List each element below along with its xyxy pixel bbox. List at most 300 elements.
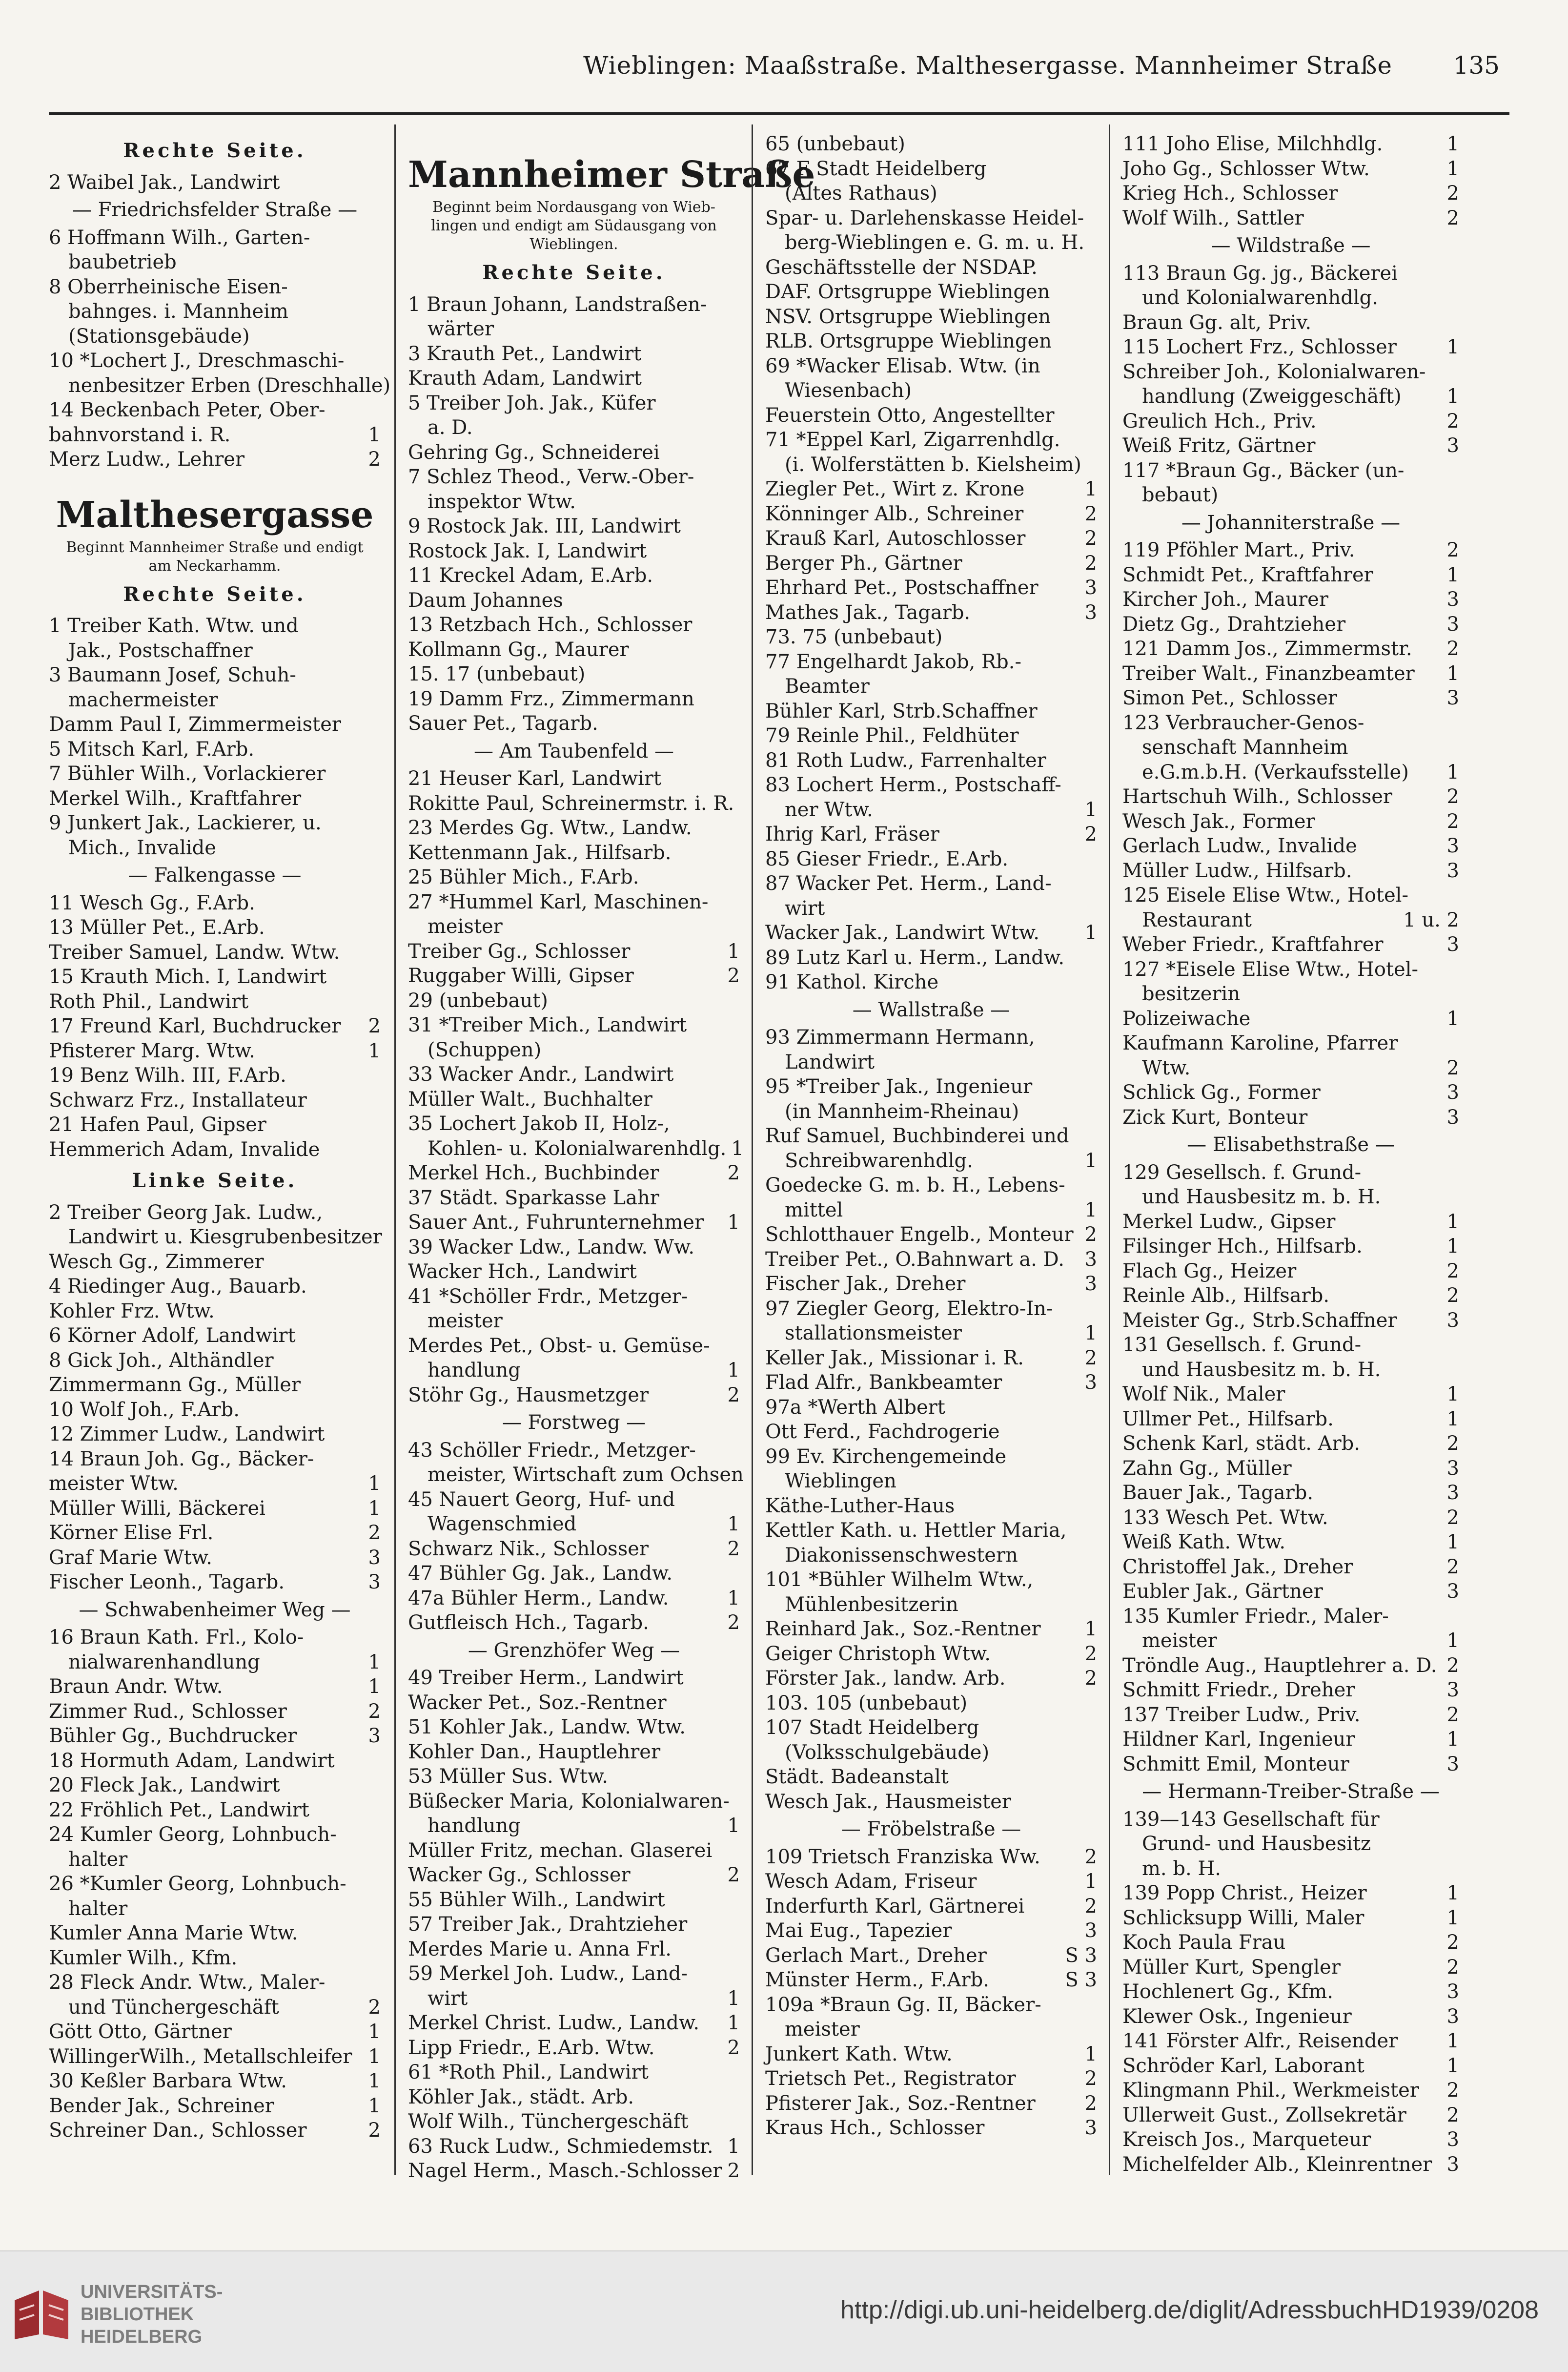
address-entry xyxy=(1122,310,1459,335)
entry-text: 20 Fleck Jak., Landwirt xyxy=(49,1774,280,1796)
address-entry xyxy=(408,2060,740,2085)
entry-text: Kreisch Jos., Marqueteur xyxy=(1122,2128,1371,2151)
address-entry xyxy=(49,1422,381,1447)
address-entry xyxy=(765,1968,1097,1993)
address-entry xyxy=(1122,1727,1459,1752)
address-entry xyxy=(49,1946,381,1971)
entry-text: 9 Rostock Jak. III, Landwirt xyxy=(408,515,681,537)
entry-continuation xyxy=(765,1592,1097,1617)
floor-number: 2 xyxy=(1446,1956,1459,1979)
entry-text: Fischer Leonh., Tagarb. xyxy=(49,1571,285,1593)
entry-text: Weiß Fritz, Gärtner xyxy=(1122,434,1316,457)
floor-number: 3 xyxy=(1446,1753,1459,1775)
address-entry xyxy=(408,366,740,391)
entry-text: Ruggaber Willi, Gipser xyxy=(408,965,634,987)
floor-number: 2 xyxy=(1084,823,1097,846)
address-entry xyxy=(49,990,381,1014)
entry-text: Gerlach Mart., Dreher xyxy=(765,1944,987,1967)
entry-text: Weiß Kath. Wtw. xyxy=(1122,1531,1286,1553)
entry-text: Müller Kurt, Spengler xyxy=(1122,1956,1341,1979)
library-name: UNIVERSITÄTS- BIBLIOTHEK HEIDELBERG xyxy=(81,2282,223,2347)
running-title: Wieblingen: Maaßstraße. Malthesergasse. Mannheimer Straße xyxy=(583,51,1392,80)
floor-number: 2 xyxy=(1446,1654,1459,1677)
floor-number: 1 xyxy=(727,1815,740,1837)
address-entry xyxy=(408,1235,740,1260)
entry-text: Beamter xyxy=(785,675,870,698)
address-entry xyxy=(1122,1407,1459,1432)
floor-number: 2 xyxy=(1084,1895,1097,1918)
entry-text: Schlicksupp Willi, Maler xyxy=(1122,1906,1364,1929)
address-entry xyxy=(49,1088,381,1113)
entry-text: 21 Hafen Paul, Gipser xyxy=(49,1114,266,1136)
address-entry xyxy=(765,1642,1097,1667)
address-entry xyxy=(765,2042,1097,2067)
entry-text: 13 Müller Pet., E.Arb. xyxy=(49,916,265,939)
address-entry xyxy=(408,1487,740,1512)
entry-text: (Altes Rathaus) xyxy=(785,182,937,205)
address-entry xyxy=(765,1943,1097,1968)
entry-text: Hartschuh Wilh., Schlosser xyxy=(1122,785,1393,808)
entry-text: besitzerin xyxy=(1142,983,1241,1005)
entry-text: Dietz Gg., Drahtzieher xyxy=(1122,613,1346,636)
address-entry xyxy=(1122,458,1459,483)
address-entry xyxy=(408,2085,740,2110)
entry-text: Filsinger Hch., Hilfsarb. xyxy=(1122,1235,1363,1258)
entry-text: Ziegler Pet., Wirt z. Krone xyxy=(765,478,1025,500)
address-entry xyxy=(408,662,740,687)
address-entry xyxy=(1122,1930,1459,1955)
entry-text: Lipp Friedr., E.Arb. Wtw. xyxy=(408,2036,655,2059)
entry-text: 63 Ruck Ludw., Schmiedemstr. xyxy=(408,2135,713,2158)
floor-number: 2 xyxy=(727,1864,740,1886)
address-entry xyxy=(765,2066,1097,2091)
address-entry xyxy=(765,1395,1097,1420)
address-entry xyxy=(408,2134,740,2159)
address-entry xyxy=(1122,1080,1459,1105)
entry-text: Ruf Samuel, Buchbinderei und xyxy=(765,1125,1069,1147)
entry-text: Graf Marie Wtw. xyxy=(49,1546,212,1569)
entry-text: (Stationsgebäude) xyxy=(68,325,250,348)
entry-text: Büßecker Maria, Kolonialwaren- xyxy=(408,1790,730,1813)
address-entry xyxy=(49,1113,381,1137)
floor-number: 1 xyxy=(1446,662,1459,685)
floor-number: 3 xyxy=(1446,1980,1459,2003)
address-entry xyxy=(1122,206,1459,231)
address-entry xyxy=(49,275,381,300)
address-entry xyxy=(765,1790,1097,1815)
entry-text: 97a *Werth Albert xyxy=(765,1396,945,1419)
entry-text: Daum Johannes xyxy=(408,589,563,612)
page-header xyxy=(49,46,1509,120)
floor-number: 1 xyxy=(1446,761,1459,784)
address-entry xyxy=(765,1124,1097,1149)
entry-text: Kaufmann Karoline, Pfarrer xyxy=(1122,1032,1398,1054)
address-entry xyxy=(765,1444,1097,1469)
floor-number: 1 xyxy=(368,1650,381,1673)
floor-number: 2 xyxy=(368,448,381,471)
entry-text: 3 Krauth Pet., Landwirt xyxy=(408,342,642,365)
entry-continuation xyxy=(765,798,1097,823)
entry-text: 18 Hormuth Adam, Landwirt xyxy=(49,1749,335,1772)
entry-text: 6 Körner Adolf, Landwirt xyxy=(49,1324,296,1347)
floor-number: 3 xyxy=(1446,859,1459,882)
side-heading: Rechte Seite. xyxy=(123,582,306,606)
address-entry xyxy=(1122,2029,1459,2054)
address-entry xyxy=(1122,809,1459,834)
entry-continuation xyxy=(1122,1856,1459,1881)
street-title: Malthesergasse xyxy=(56,494,374,536)
floor-number: 1 xyxy=(727,1987,740,2010)
address-entry xyxy=(1122,834,1459,859)
entry-continuation xyxy=(1122,1185,1459,1210)
entry-text: baubetrieb xyxy=(68,251,177,273)
floor-number: 3 xyxy=(1446,1457,1459,1480)
entry-text: Pfisterer Jak., Soz.-Rentner xyxy=(765,2092,1036,2115)
floor-number: 2 xyxy=(1084,527,1097,550)
address-entry xyxy=(765,502,1097,527)
address-entry xyxy=(408,1186,740,1211)
entry-text: handlung xyxy=(428,1359,521,1382)
entry-continuation xyxy=(1122,760,1459,785)
entry-text: 139—143 Gesellschaft für xyxy=(1122,1808,1380,1831)
floor-number: 3 xyxy=(1084,1919,1097,1942)
entry-continuation xyxy=(1122,1832,1459,1856)
entry-continuation xyxy=(765,1321,1097,1346)
entry-text: Merkel Hch., Buchbinder xyxy=(408,1162,659,1184)
entry-text: 16 Braun Kath. Frl., Kolo- xyxy=(49,1626,304,1649)
side-heading: Rechte Seite. xyxy=(482,261,666,284)
entry-text: Wacker Jak., Landwirt Wtw. xyxy=(765,922,1040,944)
address-entry xyxy=(765,1297,1097,1321)
address-entry xyxy=(1122,1906,1459,1931)
address-entry xyxy=(49,1063,381,1088)
entry-continuation xyxy=(408,490,740,515)
entry-text: Müller Fritz, mechan. Glaserei xyxy=(408,1839,713,1862)
entry-text: Schreiber Joh., Kolonialwaren- xyxy=(1122,360,1426,383)
entry-text: Bauer Jak., Tagarb. xyxy=(1122,1482,1314,1504)
entry-text: meister, Wirtschaft zum Ochsen xyxy=(428,1464,744,1486)
floor-number: 2 xyxy=(1446,810,1459,833)
entry-text: 87 Wacker Pet. Herm., Land- xyxy=(765,872,1052,895)
address-entry xyxy=(765,748,1097,773)
entry-text: Flad Alfr., Bankbeamter xyxy=(765,1371,1002,1394)
entry-text: 41 *Schöller Frdr., Metzger- xyxy=(408,1285,688,1308)
entry-text: Wolf Wilh., Sattler xyxy=(1122,206,1304,229)
entry-continuation xyxy=(49,1650,381,1675)
entry-text: Wacker Hch., Landwirt xyxy=(408,1260,637,1283)
address-entry xyxy=(408,989,740,1013)
entry-text: Berger Ph., Gärtner xyxy=(765,552,962,575)
entry-text: Trietsch Pet., Registrator xyxy=(765,2067,1016,2090)
address-entry xyxy=(49,614,381,639)
address-entry xyxy=(49,2020,381,2044)
cross-street-heading: — Schwabenheimer Weg — xyxy=(79,1598,351,1621)
address-entry xyxy=(49,891,381,916)
entry-text: Rostock Jak. I, Landwirt xyxy=(408,539,647,562)
floor-number: 1 xyxy=(731,1137,744,1160)
floor-number: 2 xyxy=(368,1700,381,1723)
entry-text: halter xyxy=(68,1897,128,1920)
entry-text: Keller Jak., Missionar i. R. xyxy=(765,1346,1024,1369)
entry-text: bahnvorstand i. R. xyxy=(49,423,231,446)
entry-text: 13 Retzbach Hch., Schlosser xyxy=(408,614,692,636)
floor-number: 2 xyxy=(1084,2067,1097,2090)
entry-text: 25 Bühler Mich., F.Arb. xyxy=(408,866,639,888)
entry-text: Damm Paul I, Zimmermeister xyxy=(49,713,341,736)
entry-continuation xyxy=(765,896,1097,921)
entry-text: 131 Gesellsch. f. Grund- xyxy=(1122,1334,1362,1356)
entry-text: a. D. xyxy=(428,416,473,439)
address-entry xyxy=(49,1039,381,1064)
entry-text: 95 *Treiber Jak., Ingenieur xyxy=(765,1075,1033,1098)
address-entry xyxy=(408,588,740,613)
floor-number: 2 xyxy=(727,2160,740,2182)
address-entry xyxy=(765,1272,1097,1297)
entry-text: 1 Treiber Kath. Wtw. und xyxy=(49,615,299,637)
entry-text: Ullmer Pet., Hilfsarb. xyxy=(1122,1407,1334,1430)
entry-text: Kumler Anna Marie Wtw. xyxy=(49,1922,298,1944)
entry-text: 9 Junkert Jak., Lackierer, u. xyxy=(49,812,322,834)
entry-text: Wesch Jak., Hausmeister xyxy=(765,1790,1012,1813)
side-heading: Linke Seite. xyxy=(132,1169,298,1192)
address-entry xyxy=(408,841,740,866)
entry-continuation xyxy=(765,1543,1097,1568)
address-entry xyxy=(1122,261,1459,286)
entry-text: 65 (unbebaut) xyxy=(765,133,905,155)
column-1 xyxy=(49,132,391,2143)
entry-text: 23 Merdes Gg. Wtw., Landw. xyxy=(408,817,692,839)
entry-text: Städt. Badeanstalt xyxy=(765,1766,949,1788)
floor-number: 1 xyxy=(1084,1618,1097,1640)
entry-text: Zimmer Rud., Schlosser xyxy=(49,1700,287,1723)
address-entry xyxy=(49,1921,381,1946)
address-entry xyxy=(765,132,1097,157)
entry-text: Ehrhard Pet., Postschaffner xyxy=(765,577,1039,599)
address-entry xyxy=(49,349,381,373)
entry-text: machermeister xyxy=(68,688,218,711)
entry-text: Christoffel Jak., Dreher xyxy=(1122,1555,1353,1578)
floor-number: 1 xyxy=(727,1359,740,1382)
address-entry xyxy=(1122,360,1459,385)
entry-text: Wesch Gg., Zimmerer xyxy=(49,1250,264,1273)
address-entry xyxy=(1122,335,1459,360)
floor-number: 2 xyxy=(1446,206,1459,229)
entry-text: Stöhr Gg., Hausmetzger xyxy=(408,1383,649,1406)
address-entry xyxy=(408,1863,740,1888)
entry-text: 137 Treiber Ludw., Priv. xyxy=(1122,1703,1361,1726)
address-entry xyxy=(49,423,381,448)
address-entry xyxy=(408,440,740,465)
entry-text: Schmidt Pet., Kraftfahrer xyxy=(1122,563,1373,586)
address-entry xyxy=(1122,1980,1459,2004)
floor-number: 3 xyxy=(1446,613,1459,636)
entry-text: 97 Ziegler Georg, Elektro-In- xyxy=(765,1297,1053,1320)
address-entry xyxy=(765,699,1097,724)
entry-text: 129 Gesellsch. f. Grund- xyxy=(1122,1161,1362,1184)
cross-street-heading: — Forstweg — xyxy=(502,1411,646,1434)
address-entry xyxy=(49,2044,381,2069)
entry-continuation xyxy=(408,1309,740,1334)
address-entry xyxy=(765,305,1097,330)
address-entry xyxy=(765,921,1097,946)
address-entry xyxy=(408,563,740,588)
entry-text: und Tünchergeschäft xyxy=(68,1996,279,2019)
address-entry xyxy=(1122,1555,1459,1580)
floor-number: 1 xyxy=(1084,1870,1097,1893)
floor-number: 2 xyxy=(368,1015,381,1037)
entry-text: Merkel Ludw., Gipser xyxy=(1122,1210,1336,1233)
entry-text: nialwarenhandlung xyxy=(68,1650,260,1673)
entry-text: Landwirt xyxy=(785,1051,875,1073)
entry-text: 3 Baumann Josef, Schuh- xyxy=(49,664,296,686)
address-entry xyxy=(765,946,1097,970)
address-entry xyxy=(765,255,1097,280)
entry-text: Klewer Osk., Ingenieur xyxy=(1122,2005,1352,2028)
address-entry xyxy=(1122,661,1459,686)
address-entry xyxy=(765,773,1097,798)
entry-continuation xyxy=(765,674,1097,699)
entry-continuation xyxy=(408,914,740,939)
entry-text: Schreiner Dan., Schlosser xyxy=(49,2119,307,2142)
address-entry xyxy=(765,1765,1097,1790)
address-entry xyxy=(1122,637,1459,661)
entry-text: 91 Kathol. Kirche xyxy=(765,971,939,993)
entry-continuation xyxy=(765,1740,1097,1765)
entry-text: und Hausbesitz m. b. H. xyxy=(1142,1186,1381,1208)
entry-text: 39 Wacker Ldw., Landw. Ww. xyxy=(408,1236,695,1258)
address-entry xyxy=(49,1546,381,1570)
address-entry xyxy=(408,1537,740,1562)
entry-text: 57 Treiber Jak., Drahtzieher xyxy=(408,1913,688,1936)
entry-text: 2 Waibel Jak., Landwirt xyxy=(49,171,280,194)
address-entry xyxy=(408,465,740,490)
floor-number: 1 xyxy=(1084,1149,1097,1172)
address-entry xyxy=(408,1610,740,1635)
entry-text: WillingerWilh., Metallschleifer xyxy=(49,2045,352,2068)
address-entry xyxy=(49,1014,381,1039)
entry-text: 93 Zimmermann Hermann, xyxy=(765,1026,1035,1049)
entry-continuation xyxy=(765,1050,1097,1075)
entry-text: Reinhard Jak., Soz.-Rentner xyxy=(765,1618,1041,1640)
entry-text: Geiger Christoph Wtw. xyxy=(765,1642,991,1665)
address-entry xyxy=(49,2118,381,2143)
entry-text: 8 Gick Joh., Althändler xyxy=(49,1349,274,1372)
entry-text: Koch Paula Frau xyxy=(1122,1931,1286,1954)
address-entry xyxy=(1122,859,1459,884)
address-entry xyxy=(1122,1881,1459,1906)
entry-continuation xyxy=(408,1463,744,1487)
address-entry xyxy=(408,939,740,964)
cross-street-heading: — Fröbelstraße — xyxy=(841,1818,1021,1840)
floor-number: 1 xyxy=(368,423,381,446)
floor-number: 1 xyxy=(1446,133,1459,155)
entry-text: Könninger Alb., Schreiner xyxy=(765,502,1024,525)
address-entry xyxy=(49,1674,381,1699)
floor-number: 1 xyxy=(1084,1322,1097,1344)
floor-number: 3 xyxy=(1084,577,1097,599)
address-entry xyxy=(1122,1456,1459,1481)
entry-text: Junkert Kath. Wtw. xyxy=(765,2042,953,2065)
floor-number: 3 xyxy=(1446,588,1459,611)
entry-text: 24 Kumler Georg, Lohnbuch- xyxy=(49,1823,337,1846)
address-entry xyxy=(765,1894,1097,1919)
entry-text: 99 Ev. Kirchengemeinde xyxy=(765,1445,1007,1468)
address-entry xyxy=(49,965,381,990)
entry-text: Greulich Hch., Priv. xyxy=(1122,410,1317,433)
address-entry xyxy=(1122,1678,1459,1703)
entry-text: 4 Riedinger Aug., Bauarb. xyxy=(49,1275,307,1298)
floor-number: S 3 xyxy=(1065,1969,1097,1991)
entry-text: Zimmermann Gg., Müller xyxy=(49,1374,301,1396)
address-entry xyxy=(765,1494,1097,1519)
entry-continuation xyxy=(765,2017,1097,2042)
floor-number: 2 xyxy=(1084,502,1097,525)
floor-number: 2 xyxy=(1446,1056,1459,1079)
entry-continuation xyxy=(765,181,1097,206)
address-entry xyxy=(765,1074,1097,1099)
entry-text: Pfisterer Marg. Wtw. xyxy=(49,1039,255,1062)
floor-number: 2 xyxy=(1446,638,1459,660)
entry-text: Flach Gg., Heizer xyxy=(1122,1259,1297,1282)
entry-text: Goedecke G. m. b. H., Lebens- xyxy=(765,1174,1065,1196)
address-entry xyxy=(1122,784,1459,809)
floor-number: 1 xyxy=(1446,385,1459,408)
address-entry xyxy=(408,1666,740,1691)
page-number: 135 xyxy=(1453,51,1500,80)
entry-text: 45 Nauert Georg, Huf- und xyxy=(408,1488,675,1511)
source-url-link[interactable]: http://digi.ub.uni-heidelberg.de/diglit/AdressbuchHD1939/0208 xyxy=(840,2296,1539,2324)
cross-street-heading: — Falkengasse — xyxy=(128,864,302,887)
address-entry xyxy=(49,1274,381,1299)
entry-text: berg-Wieblingen e. G. m. u. H. xyxy=(785,231,1085,254)
floor-number: 2 xyxy=(727,965,740,987)
entry-text: 14 Braun Joh. Gg., Bäcker- xyxy=(49,1447,314,1470)
entry-text: Michelfelder Alb., Kleinrentner xyxy=(1122,2153,1432,2176)
entry-text: Klingmann Phil., Werkmeister xyxy=(1122,2079,1419,2102)
address-entry xyxy=(408,1789,740,1814)
entry-text: Wolf Nik., Maler xyxy=(1122,1383,1285,1405)
floor-number: 3 xyxy=(368,1571,381,1593)
address-entry xyxy=(49,1773,381,1798)
entry-text: Merkel Christ. Ludw., Landw. xyxy=(408,2012,700,2034)
address-entry xyxy=(408,890,740,915)
address-entry xyxy=(408,791,740,816)
entry-continuation xyxy=(49,250,381,275)
address-entry xyxy=(765,625,1097,650)
entry-text: DAF. Ortsgruppe Wieblingen xyxy=(765,281,1050,303)
entry-text: 101 *Bühler Wilhelm Wtw., xyxy=(765,1568,1034,1591)
address-entry xyxy=(765,1869,1097,1894)
address-entry xyxy=(408,766,740,791)
entry-text: meister Wtw. xyxy=(49,1472,179,1495)
address-entry xyxy=(49,811,381,836)
entry-text: (i. Wolferstätten b. Kielsheim) xyxy=(785,453,1081,476)
address-entry xyxy=(49,1496,381,1521)
entry-text: Braun Andr. Wtw. xyxy=(49,1675,223,1698)
entry-text: 7 Bühler Wilh., Vorlackierer xyxy=(49,763,326,785)
address-entry xyxy=(408,638,740,662)
entry-continuation xyxy=(765,230,1097,255)
library-logo-icon xyxy=(10,2281,73,2344)
entry-text: 6 Hoffmann Wilh., Garten- xyxy=(49,226,310,249)
header-rule xyxy=(49,112,1509,115)
entry-text: 115 Lochert Frz., Schlosser xyxy=(1122,336,1397,358)
entry-text: 49 Treiber Herm., Landwirt xyxy=(408,1667,684,1689)
entry-text: 15. 17 (unbebaut) xyxy=(408,663,586,685)
entry-text: Merz Ludw., Lehrer xyxy=(49,448,245,471)
entry-text: Wesch Adam, Friseur xyxy=(765,1870,977,1893)
floor-number: 2 xyxy=(1446,1284,1459,1307)
